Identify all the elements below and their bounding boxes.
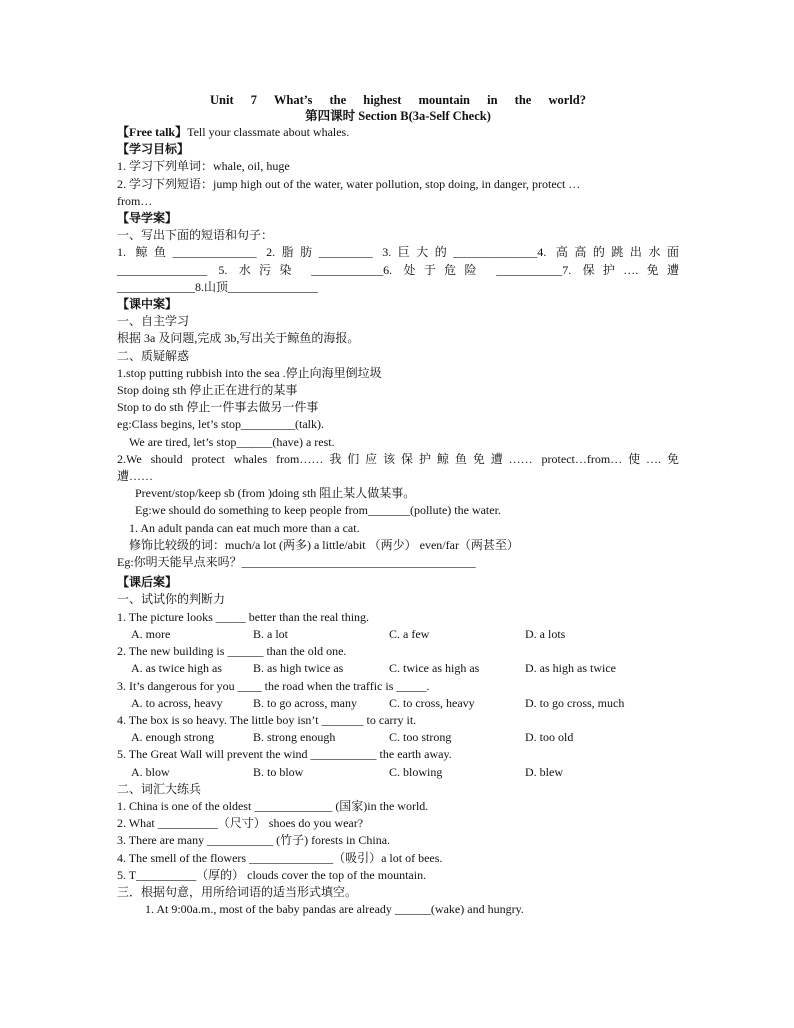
class-line: 修饰比较级的词：much/a lot (两多) a little/abit （两少） even/far（两甚至） [129, 537, 519, 552]
worksheet [117, 92, 679, 918]
option: B. to go across, many [253, 695, 357, 710]
question-options [117, 729, 679, 746]
option: C. blowing [389, 764, 443, 779]
guide-line: _____________8.山顶_______________ [117, 279, 319, 294]
section-heading-goals: 【学习目标】 [117, 142, 190, 157]
question-options [117, 695, 679, 712]
class-line: Stop doing sth 停止正在进行的某事 [117, 383, 298, 398]
after-subheading: 一、试试你的判断力 [117, 592, 226, 607]
vocab-item: 5. T__________（厚的） clouds cover the top of the mountain. [117, 867, 427, 882]
option: A. enough strong [131, 730, 214, 745]
option: B. as high twice as [253, 661, 344, 676]
free-talk-text: Tell your classmate about whales. [187, 125, 350, 139]
class-subheading: 一、自主学习 [117, 314, 190, 329]
question-options [117, 626, 679, 643]
vocab-item: 2. What __________（尺寸） shoes do you wear? [117, 816, 364, 831]
section-heading-class: 【课中案】 [117, 297, 178, 312]
class-line: Eg:we should do something to keep people from_______(pollute) the water. [135, 503, 501, 518]
goal-item: 1. 学习下列单词：whale, oil, huge [117, 159, 290, 174]
fill-item: 1. At 9:00a.m., most of the baby pandas are already ______(wake) and hungry. [145, 902, 524, 917]
option: B. a lot [253, 626, 288, 641]
option: C. too strong [389, 730, 452, 745]
question-text: 1. The picture looks _____ better than the real thing. [117, 609, 370, 624]
guide-subheading: 一、写出下面的短语和句子： [117, 228, 274, 243]
option: C. a few [389, 626, 430, 641]
question-text: 3. It’s dangerous for you ____ the road when the traffic is _____. [117, 678, 430, 693]
class-subheading: 二、质疑解惑 [117, 348, 190, 363]
question-text: 2. The new building is ______ than the old one. [117, 644, 347, 659]
class-line: Prevent/stop/keep sb (from )doing sth 阻止某人做某事。 [135, 486, 416, 501]
free-talk [117, 124, 679, 141]
vocab-item: 4. The smell of the flowers ______________（吸引）a lot of bees. [117, 850, 443, 865]
question-text: 5. The Great Wall will prevent the wind ___________ the earth away. [117, 747, 452, 762]
goal-item: 2. 学习下列短语：jump high out of the water, water pollution, stop doing, in danger, protect … [117, 176, 581, 191]
question-options [117, 660, 679, 677]
guide-line: _______________ 5. 水污染 ____________6. 处于危险 ___________7. 保护….免遭 [117, 262, 679, 277]
option: D. too old [525, 730, 574, 745]
option: D. as high as twice [525, 661, 616, 676]
goal-item: from… [117, 193, 153, 208]
class-line: Eg:你明天能早点来吗？_______________________________________ [117, 555, 476, 570]
vocab-item: 3. There are many ___________ (竹子) forests in China. [117, 833, 391, 848]
option: A. to across, heavy [131, 695, 223, 710]
section-heading-after: 【课后案】 [117, 575, 178, 590]
page-title: Unit 7 What’s the highest mountain in the world? [210, 93, 586, 107]
class-line: 1. An adult panda can eat much more than a cat. [129, 520, 360, 535]
option: A. blow [131, 764, 170, 779]
guide-line: 1. 鲸鱼______________ 2.脂肪_________ 3.巨大的______________4. 高高的跳出水面 [117, 245, 679, 260]
class-line: We are tired, let’s stop______(have) a rest. [129, 434, 335, 449]
page-subtitle: 第四课时 Section B(3a-Self Check) [305, 109, 491, 123]
class-line: 遭…… [117, 469, 154, 484]
section-heading-guide: 【导学案】 [117, 211, 178, 226]
vocab-item: 1. China is one of the oldest _____________ (国家)in the world. [117, 798, 429, 813]
after-subheading: 二、词汇大练兵 [117, 781, 202, 796]
free-talk-tag: 【Free talk】 [117, 125, 188, 139]
question-text: 4. The box is so heavy. The little boy isn’t _______ to carry it. [117, 712, 417, 727]
option: C. to cross, heavy [389, 695, 475, 710]
option: D. to go cross, much [525, 695, 625, 710]
class-line: eg:Class begins, let’s stop_________(talk). [117, 417, 324, 432]
class-line: 1.stop putting rubbish into the sea .停止向海里倒垃圾 [117, 365, 382, 380]
question-options [117, 764, 679, 781]
option: D. a lots [525, 626, 566, 641]
option: B. strong enough [253, 730, 336, 745]
option: D. blew [525, 764, 563, 779]
class-text: 根据 3a 及问题,完成 3b,写出关于鲸鱼的海报。 [117, 331, 360, 346]
option: B. to blow [253, 764, 304, 779]
option: A. as twice high as [131, 661, 222, 676]
option: A. more [131, 626, 171, 641]
after-subheading: 三．根据句意，用所给词语的适当形式填空。 [117, 884, 358, 899]
class-line: 2.We should protect whales from……我们应该保护鲸鱼免遭…… protect…from…使….免 [117, 451, 679, 466]
class-line: Stop to do sth 停止一件事去做另一件事 [117, 400, 319, 415]
option: C. twice as high as [389, 661, 480, 676]
